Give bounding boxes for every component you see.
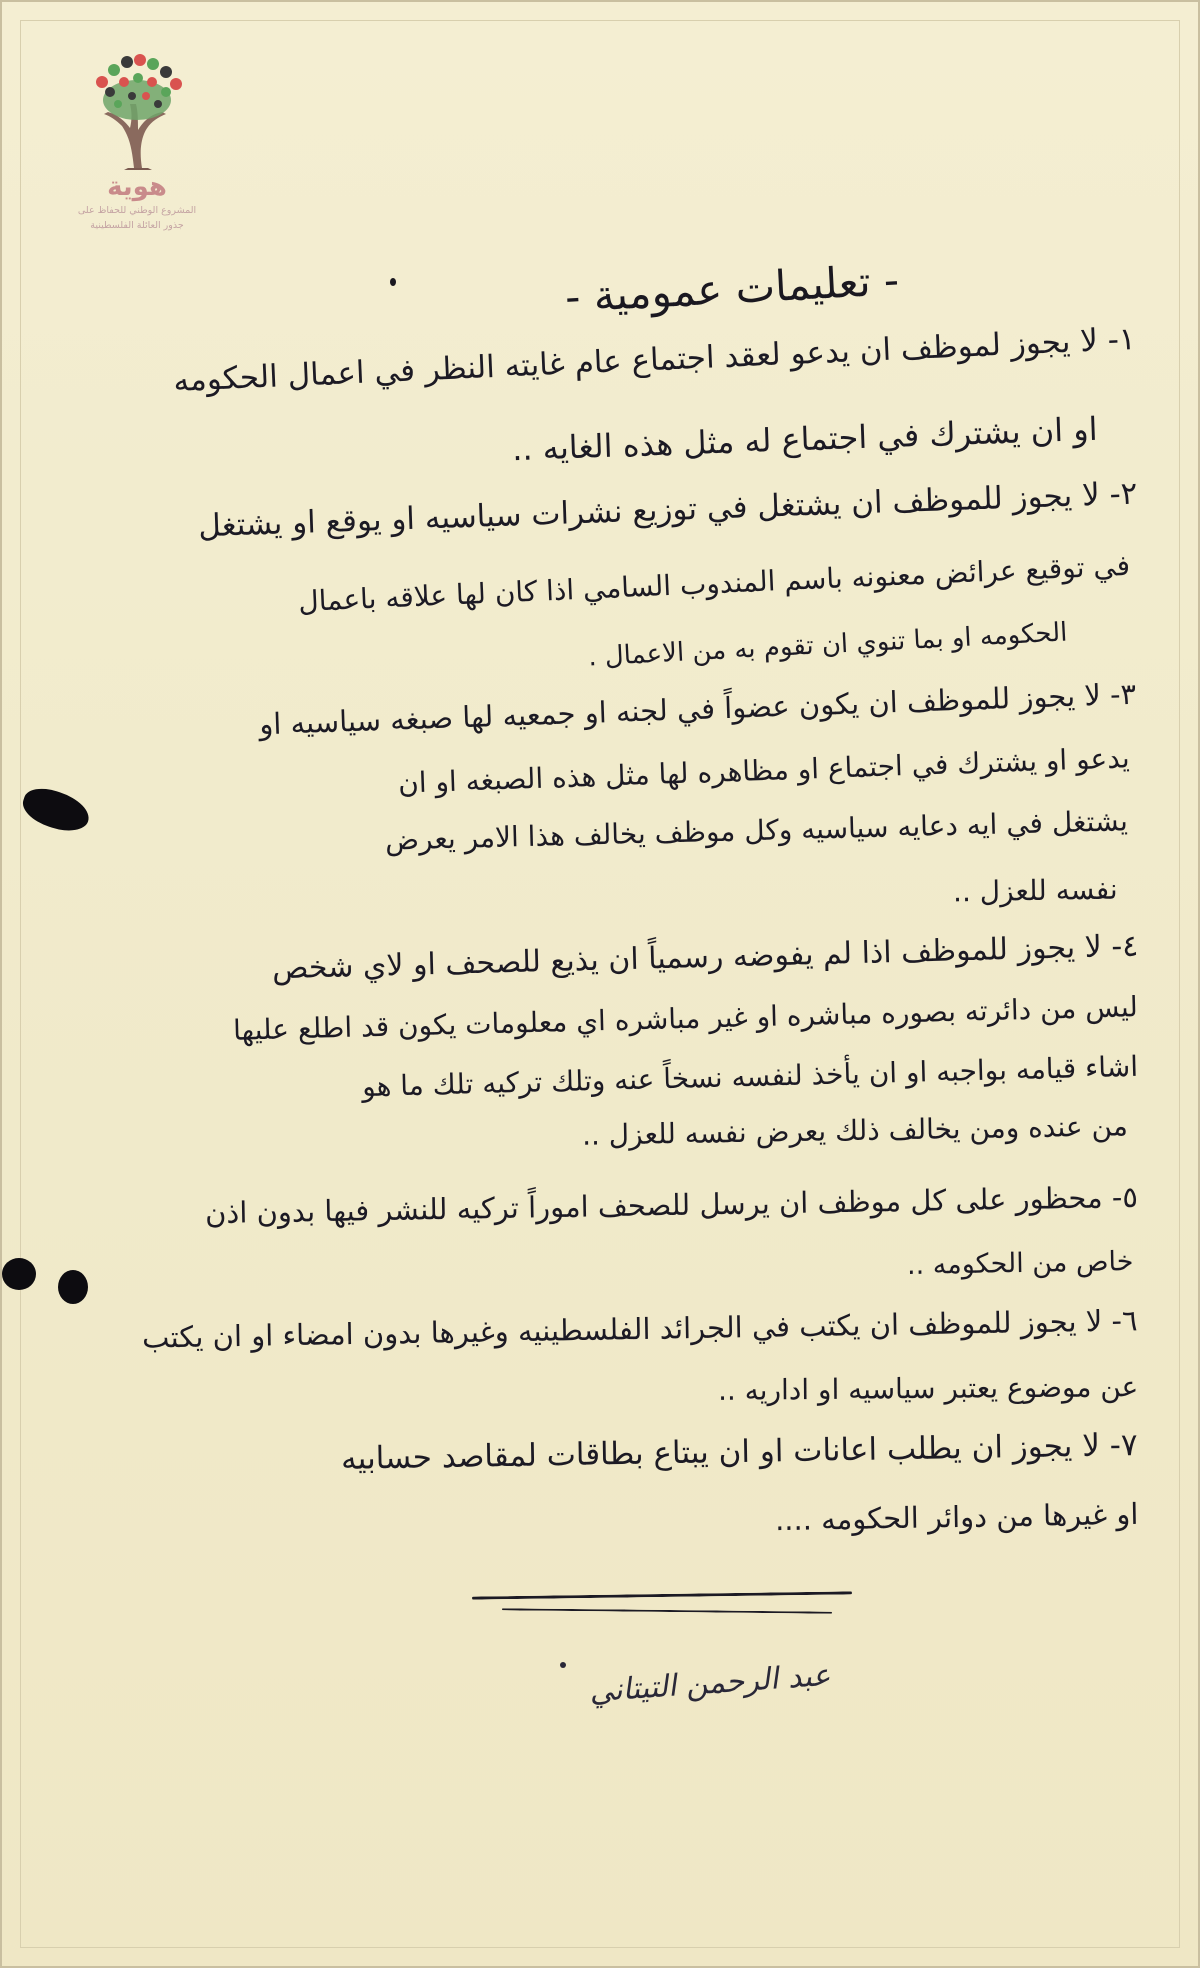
instruction-line: ١- لا يجوز لموظف ان يدعو لعقد اجتماع عام غايته النظر في اعمال الحكومه: [172, 321, 1137, 399]
instruction-line: من عنده ومن يخالف ذلك يعرض نفسه للعزل ..: [581, 1109, 1129, 1152]
instruction-line: اشاء قيامه بواجبه او ان يأخذ لنفسه نسخاً عنه وتلك تركيه تلك ما هو: [361, 1049, 1139, 1104]
logo-tagline-2: جذور العائلة الفلسطينية: [90, 220, 184, 231]
instruction-line: الحكومه او بما تنوي ان تقوم به من الاعمال .: [587, 617, 1069, 673]
instruction-line: او غيرها من دوائر الحكومه ....: [774, 1496, 1139, 1538]
ink-dot: [390, 278, 396, 286]
punch-hole-mark: [18, 782, 94, 837]
instruction-line: في توقيع عرائض معنونه باسم المندوب السامي اذا كان لها علاقه باعمال: [297, 548, 1131, 619]
logo-wordmark: هوية: [107, 172, 167, 202]
instruction-line: ٢- لا يجوز للموظف ان يشتغل في توزيع نشرات سياسيه او يوقع او يشتغل: [198, 475, 1139, 545]
instruction-line: نفسه للعزل ..: [953, 872, 1119, 909]
instruction-line: ٤- لا يجوز للموظف اذا لم يفوضه رسمياً ان يذيع للصحف او لاي شخص: [271, 928, 1139, 987]
divider-rule: [502, 1608, 832, 1613]
punch-hole-mark: [2, 1258, 36, 1290]
logo: [62, 50, 212, 232]
instruction-line: يشتغل في ايه دعايه سياسيه وكل موظف يخالف هذا الامر يعرض: [384, 804, 1129, 857]
signature: عبد الرحمن التيتاني: [588, 1657, 836, 1710]
instruction-line: ليس من دائرته بصوره مباشره او غير مباشره اي معلومات يكون قد اطلع عليها: [232, 990, 1139, 1047]
logo-tagline-1: المشروع الوطني للحفاظ على: [77, 205, 197, 216]
instruction-line: ٥- محظور على كل موظف ان يرسل للصحف اموراً تركيه للنشر فيها بدون اذن: [204, 1179, 1139, 1231]
instruction-line: عن موضوع يعتبر سياسيه او اداريه ..: [717, 1370, 1139, 1407]
ink-dot: [560, 1662, 566, 1668]
instruction-line: او ان يشترك في اجتماع له مثل هذه الغايه ..: [511, 409, 1099, 469]
instruction-line: ٧- لا يجوز ان يطلب اعانات او ان يبتاع بطاقات لمقاصد حسابيه: [341, 1427, 1139, 1477]
instruction-line: يدعو او يشترك في اجتماع او مظاهره لها مثل هذه الصبغه او ان: [397, 741, 1131, 800]
punch-hole-mark: [58, 1270, 88, 1304]
instruction-line: ٣- لا يجوز للموظف ان يكون عضواً في لجنه او جمعيه لها صبغه سياسيه او: [258, 676, 1137, 742]
divider-rule: [472, 1591, 852, 1599]
document-title: - تعليمات عمومية -: [563, 255, 901, 322]
instruction-line: خاص من الحكومه ..: [906, 1246, 1134, 1281]
family-tree-logo-icon: [82, 50, 192, 170]
instruction-line: ٦- لا يجوز للموظف ان يكتب في الجرائد الفلسطينيه وغيرها بدون امضاء او ان يكتب: [142, 1303, 1139, 1355]
